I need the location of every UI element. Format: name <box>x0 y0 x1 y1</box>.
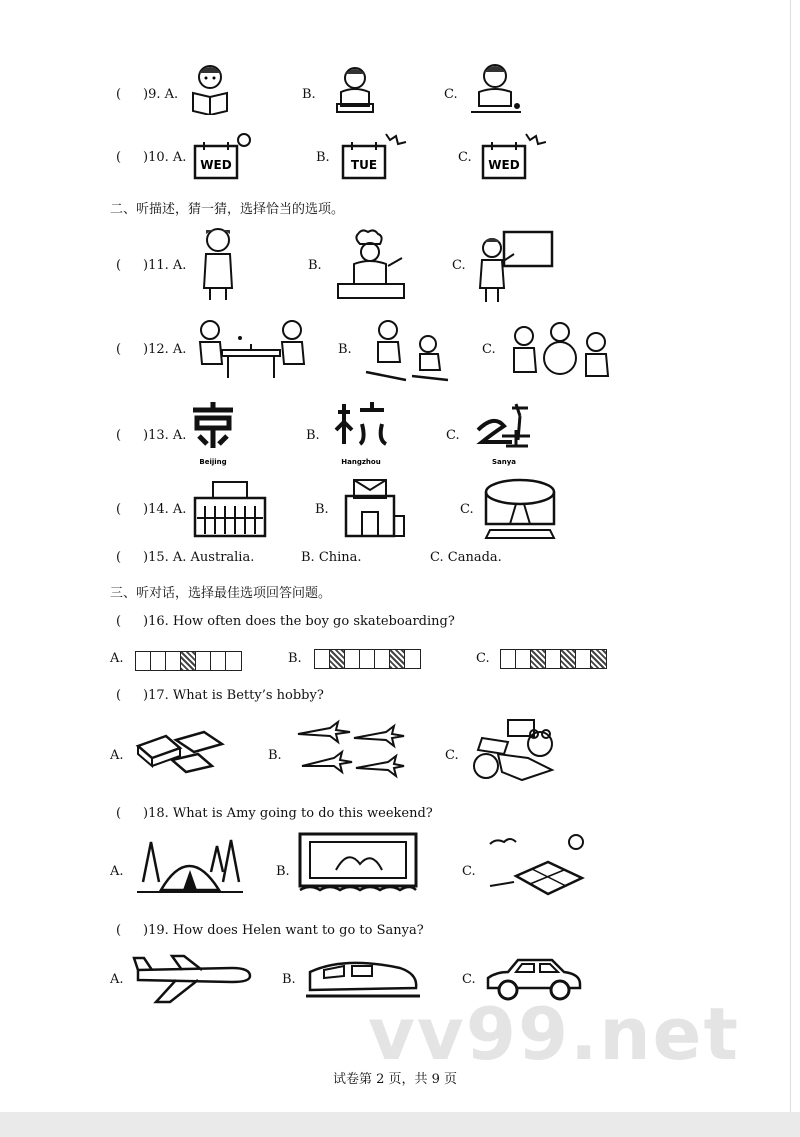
q17-paren: ( <box>116 688 122 703</box>
q17-option-c: C. <box>445 748 459 763</box>
q10-option-b: B. <box>316 150 330 165</box>
stadium-icon <box>482 474 558 540</box>
q11-paren: ( <box>116 258 122 273</box>
calendar-wed-icon <box>192 130 258 182</box>
q13-paren: ( <box>116 428 122 443</box>
q15-paren: ( <box>116 550 122 565</box>
calendar-tue-icon <box>340 126 412 182</box>
q9-option-b: B. <box>302 87 316 102</box>
calendar-day-cell <box>136 652 151 670</box>
q14-option-c: C. <box>460 502 474 517</box>
q14-label: )14. A. <box>143 502 187 517</box>
q19-question: )19. How does Helen want to go to Sanya? <box>143 923 424 938</box>
calendar-day-cell <box>546 650 561 668</box>
q16-option-a: A. <box>110 651 124 666</box>
q10-option-c: C. <box>458 150 472 165</box>
q12-option-b: B. <box>338 342 352 357</box>
cinema-screen-icon <box>296 830 420 898</box>
calendar-a-day: WED <box>200 158 232 172</box>
q13-option-b: B. <box>306 428 320 443</box>
sanya-caption: Sanya <box>491 458 517 466</box>
hangzhou-caption: Hangzhou <box>341 458 381 466</box>
q18-option-b: B. <box>276 864 290 879</box>
q11-option-c: C. <box>452 258 466 273</box>
beijing-caption: Beijing <box>199 458 227 466</box>
calendar-strip-b <box>314 649 421 669</box>
q15-option-a: )15. A. Australia. <box>143 550 255 565</box>
airplane-icon <box>132 950 256 1006</box>
calendar-day-cell <box>345 650 360 668</box>
calendar-wed-icon-2 <box>480 128 546 182</box>
calendar-day-cell <box>196 652 211 670</box>
q9-paren: ( <box>116 87 122 102</box>
calendar-c-day: WED <box>488 158 520 172</box>
calendar-day-cell <box>151 652 166 670</box>
model-planes-icon <box>294 718 406 782</box>
page-footer: 试卷第 2 页，共 9 页 <box>332 1072 458 1087</box>
q9-label: )9. A. <box>143 87 179 102</box>
calendar-day-cell <box>516 650 531 668</box>
q19-option-b: B. <box>282 972 296 987</box>
calendar-day-cell <box>315 650 330 668</box>
boy-reading-book-icon <box>187 63 233 115</box>
calendar-day-cell <box>375 650 390 668</box>
calendar-day-cell <box>591 650 606 668</box>
section-2-heading: 二、听描述，猜一猜，选择恰当的选项。 <box>110 202 345 217</box>
sanya-logo-icon <box>472 400 536 468</box>
calendar-strip-a <box>135 651 242 671</box>
q19-option-c: C. <box>462 972 476 987</box>
q13-label: )13. A. <box>143 428 187 443</box>
boy-drawing-icon <box>331 66 379 116</box>
q12-paren: ( <box>116 342 122 357</box>
shopping-mall-icon <box>191 476 269 538</box>
skiing-icon <box>360 318 452 382</box>
q12-option-c: C. <box>482 342 496 357</box>
q15-option-b: B. China. <box>301 550 362 565</box>
q18-option-c: C. <box>462 864 476 879</box>
q17-question: )17. What is Betty’s hobby? <box>143 688 324 703</box>
q15-option-c: C. Canada. <box>430 550 502 565</box>
watermark: vv99.net <box>368 992 740 1076</box>
calendar-day-cell <box>561 650 576 668</box>
erasers-icon <box>132 726 228 776</box>
q16-question: )16. How often does the boy go skateboarding? <box>143 614 455 629</box>
toys-icon <box>468 714 564 786</box>
calendar-day-cell <box>390 650 405 668</box>
calendar-day-cell <box>330 650 345 668</box>
beijing-logo-icon <box>187 400 239 468</box>
q19-paren: ( <box>116 923 122 938</box>
calendar-day-cell <box>360 650 375 668</box>
calendar-b-day: TUE <box>350 158 378 172</box>
q14-paren: ( <box>116 502 122 517</box>
boy-painting-icon <box>467 62 525 118</box>
calendar-day-cell <box>405 650 420 668</box>
q18-option-a: A. <box>110 864 124 879</box>
q11-label: )11. A. <box>143 258 187 273</box>
q14-option-b: B. <box>315 502 329 517</box>
chef-cooking-icon <box>332 228 410 304</box>
q16-option-c: C. <box>476 651 490 666</box>
section-3-heading: 三、听对话，选择最佳选项回答问题。 <box>110 586 332 601</box>
calendar-day-cell <box>531 650 546 668</box>
q10-paren: ( <box>116 150 122 165</box>
doctor-icon <box>194 226 240 302</box>
q19-option-a: A. <box>110 972 124 987</box>
calendar-day-cell <box>576 650 591 668</box>
q18-paren: ( <box>116 806 122 821</box>
calendar-day-cell <box>166 652 181 670</box>
q17-option-a: A. <box>110 748 124 763</box>
picnic-icon <box>486 828 592 900</box>
ping-pong-icon <box>192 314 310 382</box>
q11-option-b: B. <box>308 258 322 273</box>
q10-label: )10. A. <box>143 150 187 165</box>
viewer-bottom-strip <box>0 1112 800 1137</box>
q17-option-b: B. <box>268 748 282 763</box>
hangzhou-logo-icon <box>330 400 392 468</box>
teacher-at-board-icon <box>474 228 556 306</box>
snowman-kids-icon <box>506 316 614 382</box>
q12-label: )12. A. <box>143 342 187 357</box>
calendar-day-cell <box>211 652 226 670</box>
post-office-icon <box>340 476 406 540</box>
calendar-day-cell <box>501 650 516 668</box>
q9-option-c: C. <box>444 87 458 102</box>
camping-tent-icon <box>133 832 247 896</box>
q16-paren: ( <box>116 614 122 629</box>
calendar-day-cell <box>226 652 241 670</box>
calendar-strip-c <box>500 649 607 669</box>
calendar-day-cell <box>181 652 196 670</box>
q18-question: )18. What is Amy going to do this weekend? <box>143 806 433 821</box>
q13-option-c: C. <box>446 428 460 443</box>
q16-option-b: B. <box>288 651 302 666</box>
